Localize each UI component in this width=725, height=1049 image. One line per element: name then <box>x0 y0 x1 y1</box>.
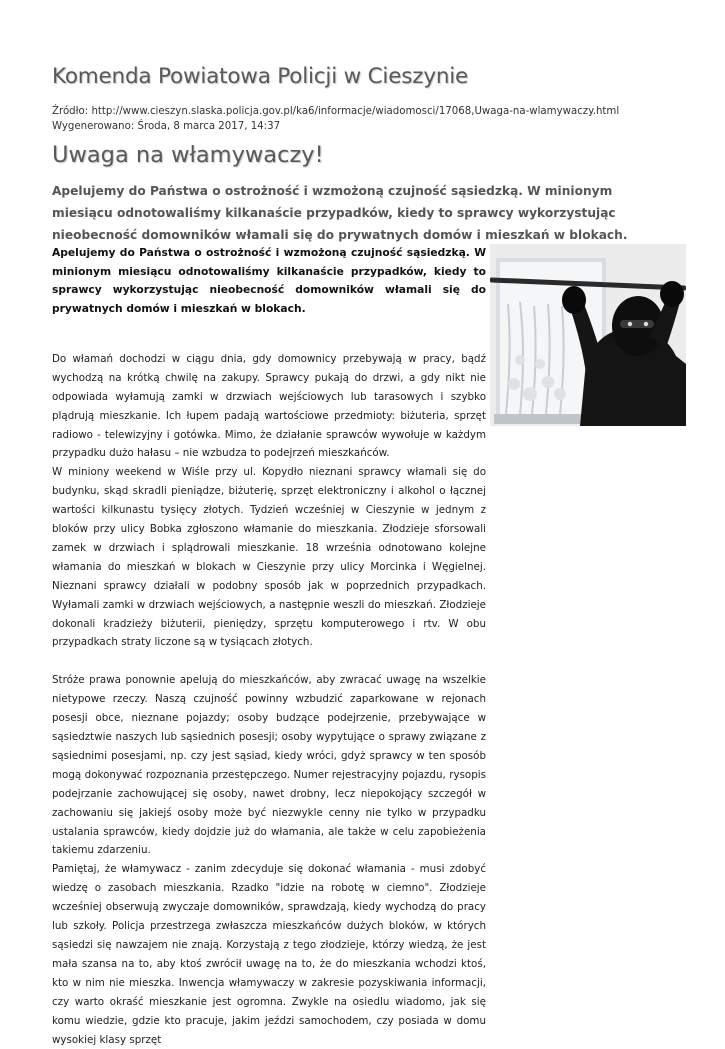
article-paragraph: Do włamań dochodzi w ciągu dnia, gdy domownicy przebywają w pracy, bądź wychodzą na krótką chwilę na zakupy. Sprawcy pukają do drzwi, a gdy nikt nie odpowiada wyłamują zamki w drzwiach wejściowych lub tarasowych i szybko plądrują mieszkanie. Ich łupem padają wartościowe przedmioty: biżuteria, sprzęt radiowo - telewizyjny i gotówka. Mimo, że działanie sprawców wywołuje w każdym przypadku dużo hałasu – nie wzbudza to podejrzeń mieszkańców. <box>52 352 486 460</box>
article-title: Uwaga na włamywaczy! <box>52 142 324 168</box>
article-intro: Apelujemy do Państwa o ostrożność i wzmożoną czujność sąsiedzką. W minionym miesiącu odnotowaliśmy kilkanaście przypadków, kiedy to sprawcy wykorzystując nieobecność domowników włamali się do prywatnych domów i mieszkań w blokach. <box>52 246 486 315</box>
source-line: Źródło: http://www.cieszyn.slaska.policja.gov.pl/ka6/informacje/wiadomosci/17068,Uwaga-na-wlamywaczy.html <box>52 106 620 117</box>
document-meta <box>52 104 619 134</box>
burglar-photo <box>490 244 686 426</box>
article-paragraph: Pamiętaj, że włamywacz - zanim zdecyduje się dokonać włamania - musi zdobyć wiedzę o zasobach mieszkania. Rzadko "idzie na robotę w ciemno". Złodzieje wcześniej obserwują zwyczaje domowników, sprawdzają, kiedy wychodzą do pracy lub szkoły. Policja przestrzega zwłaszcza mieszkańców dużych bloków, w których sąsiedzi się nawzajem nie znają. Korzystają z tego złodzieje, którzy wiedzą, że jest mała szansa na to, aby ktoś zwrócił uwagę na to, że do mieszkania wchodzi ktoś, kto w nim nie mieszka. Inwencja włamywaczy w zakresie pozyskiwania informacji, czy warto okraść mieszkanie jest ogromna. Zwykle na osiedlu wiadomo, jak się komu wiedzie, gdzie kto pracuje, jakim jeździ samochodem, czy posiada w domu wysokiej klasy sprzęt <box>52 863 486 1046</box>
generated-line: Wygenerowano: Środa, 8 marca 2017, 14:37 <box>52 121 281 132</box>
article-paragraph: Stróże prawa ponownie apelują do mieszkańców, aby zwracać uwagę na wszelkie nietypowe rzeczy. Naszą czujność powinny wzbudzić zaparkowane w rejonach posesji obce, nieznane pojazdy; osoby budzące podejrzenie, przebywające w sąsiedztwie naszych lub sąsiednich posesji; osoby wypytujące o sprawy związane z sąsiednimi posesjami, np. czy jest sąsiad, kiedy wróci, gdyż sprawcy w ten sposób mogą dokonywać rozpoznania przestępczego. Numer rejestracyjny pojazdu, rysopis podejrzanie zachowującej się osoby, nawet drobny, lecz niepokojący szczegół w zachowaniu się jakiejś osoby może być niezwykle cenny nie tylko w przypadku ustalania sprawców, kiedy dojdzie już do włamania, ale także w celu zapobieżenia takiemu zdarzeniu. <box>52 674 486 857</box>
organization-title: Komenda Powiatowa Policji w Cieszynie <box>52 64 469 89</box>
article-lead: Apelujemy do Państwa o ostrożność i wzmożoną czujność sąsiedzką. W minionym miesiącu odnotowaliśmy kilkanaście przypadków, kiedy to sprawcy wykorzystując nieobecność domowników włamali się do prywatnych domów i mieszkań w blokach. <box>52 184 628 242</box>
article-body <box>52 331 486 1049</box>
article-paragraph: W miniony weekend w Wiśle przy ul. Kopydło nieznani sprawcy włamali się do budynku, skąd skradli pieniądze, biżuterię, sprzęt elektroniczny i alkohol o łącznej wartości kilkunastu tysięcy złotych. Tydzień wcześniej w Cieszynie w jednym z bloków przy ulicy Bobka zgłoszono włamanie do mieszkania. Złodzieje sforsowali zamek w drzwiach i splądrowali mieszkanie. 18 września odnotowano kolejne włamania do mieszkań w blokach w Cieszynie przy ulicy Morcinka i Węgielnej. Nieznani sprawcy działali w podobny sposób jak w poprzednich przypadkach. Wyłamali zamki w drzwiach wejściowych, a następnie weszli do mieszkań. Złodzieje dokonali kradzieży biżuterii, pieniędzy, sprzętu komputerowego i rtv. W obu przypadkach straty liczone są w tysiącach złotych. <box>52 466 486 649</box>
